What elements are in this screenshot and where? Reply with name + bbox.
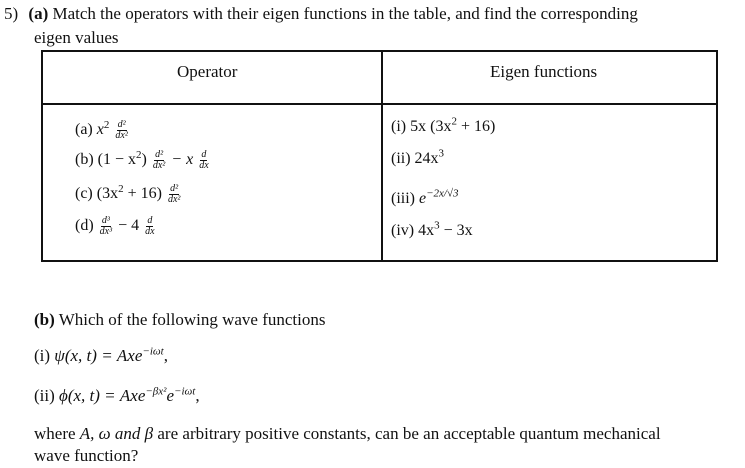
operator-term: (3x [96, 185, 119, 203]
part-b-text: Which of the following wave functions [58, 310, 326, 329]
eigen-term: e [419, 190, 427, 207]
operator-term: (1 − x [97, 151, 137, 169]
fraction-denominator: dx² [115, 130, 128, 141]
eigen-function-ii [391, 147, 445, 168]
where-constants: A, ω and β [79, 424, 154, 443]
part-b-heading [34, 310, 325, 330]
operator-b [75, 150, 211, 171]
eigen-label: (ii) [391, 150, 411, 167]
eigen-function-iv [391, 219, 473, 240]
part-a-text-line2: eigen values [34, 28, 119, 47]
eigen-term-close: + 16) [456, 118, 496, 135]
eigen-exponent: 3 [434, 219, 440, 232]
table-header-divider [43, 103, 716, 105]
part-b-label: (b) [34, 310, 55, 329]
fraction-numerator: d³ [101, 215, 110, 226]
operator-label: (b) [75, 151, 94, 169]
operator-label: (c) [75, 185, 93, 203]
wave-ii-exponent-2: −iωt [174, 385, 196, 398]
eigen-function-i [391, 115, 496, 136]
eigen-term-close: − 3x [439, 222, 473, 239]
operator-exponent: 2 [103, 118, 110, 131]
eigen-exponent: −2x/√3 [426, 187, 459, 200]
wave-function-i [34, 346, 168, 366]
eigen-term: 5x (3x [410, 118, 452, 135]
operator-eigen-table [41, 50, 718, 262]
fraction-denominator: dx [145, 226, 155, 237]
where-text: where [34, 424, 80, 443]
wave-function-ii [34, 386, 200, 406]
wave-i-label: (i) [34, 346, 51, 365]
fraction-d2-dx2 [152, 150, 166, 171]
wave-ii-expression: ϕ(x, t) = Axe [59, 386, 146, 405]
header-operator: Operator [177, 62, 238, 81]
wave-ii-comma: , [195, 386, 200, 405]
fraction-d3-dx3 [99, 216, 113, 237]
fraction-denominator: dx² [167, 194, 181, 205]
eigen-label: (i) [391, 118, 407, 135]
operator-term-close: ) [141, 151, 147, 169]
operator-d [75, 216, 157, 237]
operator-term: − x [171, 151, 194, 169]
fraction-d2-dx2 [114, 120, 128, 141]
fraction-denominator: dx [199, 160, 209, 171]
operator-term: − 4 [118, 217, 140, 235]
fraction-numerator: d² [155, 149, 164, 160]
operator-exponent: 2 [118, 182, 124, 195]
part-a-label: (a) [28, 4, 49, 23]
where-line-2: wave function? [34, 446, 139, 465]
operator-label: (a) [75, 121, 93, 139]
fraction-numerator: d [147, 215, 153, 226]
eigen-term: 24x [414, 150, 439, 167]
wave-ii-e: e [166, 386, 175, 405]
fraction-d-dx [198, 150, 209, 171]
eigen-term: 4x [418, 222, 435, 239]
eigen-function-iii [391, 187, 459, 208]
where-line-1 [34, 424, 661, 444]
eigen-label: (iv) [391, 222, 415, 239]
wave-i-exponent: −iωt [142, 345, 164, 358]
question-number: 5) [4, 4, 19, 23]
wave-i-comma: , [163, 346, 168, 365]
eigen-label: (iii) [391, 190, 415, 207]
operator-a [75, 120, 130, 141]
wave-ii-exponent-1: −βx² [145, 385, 167, 398]
eigen-exponent: 2 [451, 115, 457, 128]
operator-label: (d) [75, 217, 94, 235]
fraction-numerator: d² [117, 119, 126, 130]
operator-term: x [96, 121, 104, 139]
table-column-divider [381, 52, 383, 260]
fraction-numerator: d² [170, 183, 179, 194]
fraction-numerator: d [201, 149, 207, 160]
where-text-rest: are arbitrary positive constants, can be an acceptable quantum mechanical [153, 424, 661, 443]
fraction-denominator: dx² [152, 160, 166, 171]
question-heading-line1 [4, 4, 638, 24]
fraction-d2-dx2 [167, 184, 181, 205]
fraction-denominator: dx³ [99, 226, 113, 237]
wave-ii-label: (ii) [34, 386, 55, 405]
fraction-d-dx [144, 216, 155, 237]
operator-c [75, 184, 182, 205]
part-a-text: Match the operators with their eigen functions in the table, and find the corresponding [52, 4, 638, 23]
operator-term-close: + 16) [123, 185, 162, 203]
wave-i-expression: ψ(x, t) = Axe [54, 346, 143, 365]
header-eigen-functions: Eigen functions [490, 62, 598, 81]
operator-exponent: 2 [136, 148, 142, 161]
eigen-exponent: 3 [438, 147, 445, 160]
